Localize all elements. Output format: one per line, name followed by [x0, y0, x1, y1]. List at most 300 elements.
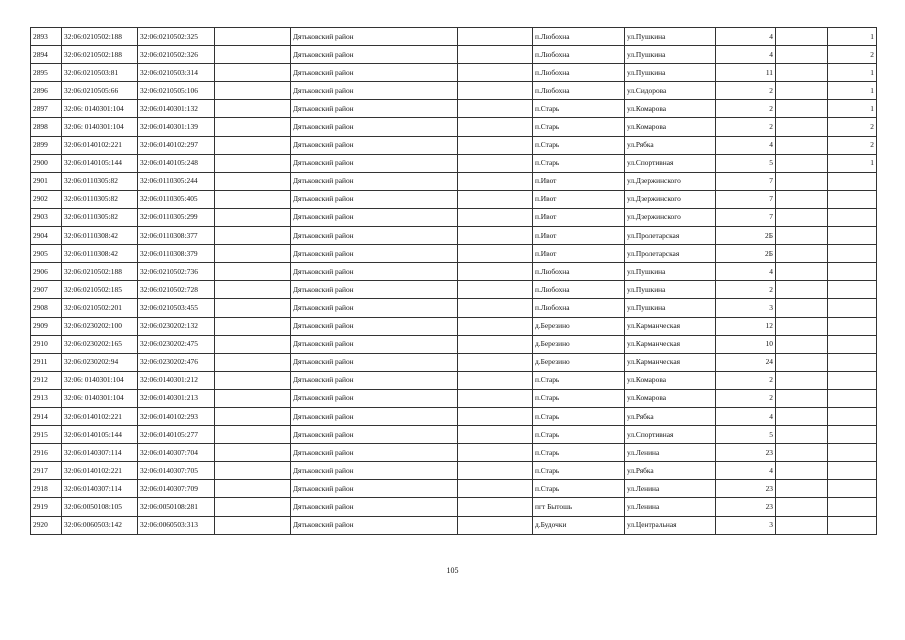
apartment-cell — [828, 335, 877, 353]
empty-cell — [458, 263, 533, 281]
row-number-cell: 2920 — [31, 516, 62, 534]
empty-cell — [215, 190, 291, 208]
table-row — [31, 100, 877, 118]
row-number-cell: 2917 — [31, 462, 62, 480]
parcel-cadastral-cell: 32:06: 0140301:104 — [62, 389, 138, 407]
house-number-cell: 2 — [716, 118, 776, 136]
apartment-cell: 1 — [828, 28, 877, 46]
table-row — [31, 172, 877, 190]
empty-cell — [458, 426, 533, 444]
settlement-cell: п.Старь — [533, 371, 625, 389]
parcel-cadastral-cell: 32:06:0230202:165 — [62, 335, 138, 353]
table-row — [31, 426, 877, 444]
parcel-cadastral-cell: 32:06:0230202:100 — [62, 317, 138, 335]
apartment-cell: 1 — [828, 154, 877, 172]
row-number-cell: 2897 — [31, 100, 62, 118]
street-cell: ул.Спортивная — [625, 426, 716, 444]
apartment-cell: 1 — [828, 64, 877, 82]
parcel-cadastral-cell: 32:06:0110305:82 — [62, 190, 138, 208]
empty-cell — [215, 245, 291, 263]
street-cell: ул.Комарова — [625, 118, 716, 136]
object-cadastral-cell: 32:06:0210502:325 — [138, 28, 215, 46]
settlement-cell: п.Ивот — [533, 208, 625, 226]
row-number-cell: 2910 — [31, 335, 62, 353]
empty-cell — [215, 64, 291, 82]
empty-cell — [458, 227, 533, 245]
empty-cell — [458, 100, 533, 118]
object-cadastral-cell: 32:06:0140102:293 — [138, 407, 215, 425]
table-row — [31, 299, 877, 317]
settlement-cell: д.Березино — [533, 317, 625, 335]
row-number-cell: 2898 — [31, 118, 62, 136]
parcel-cadastral-cell: 32:06:0210502:188 — [62, 263, 138, 281]
district-cell: Дятьковский район — [291, 46, 458, 64]
street-cell: ул.Пролетарская — [625, 227, 716, 245]
settlement-cell: п.Старь — [533, 118, 625, 136]
parcel-cadastral-cell: 32:06:0140105:144 — [62, 426, 138, 444]
district-cell: Дятьковский район — [291, 299, 458, 317]
house-number-cell: 24 — [716, 353, 776, 371]
district-cell: Дятьковский район — [291, 389, 458, 407]
apartment-cell: 1 — [828, 82, 877, 100]
row-number-cell: 2904 — [31, 227, 62, 245]
parcel-cadastral-cell: 32:06:0140102:221 — [62, 136, 138, 154]
object-cadastral-cell: 32:06:0210503:314 — [138, 64, 215, 82]
street-cell: ул.Дзержинского — [625, 172, 716, 190]
object-cadastral-cell: 32:06:0140307:709 — [138, 480, 215, 498]
house-number-cell: 12 — [716, 317, 776, 335]
row-number-cell: 2903 — [31, 208, 62, 226]
empty-cell — [215, 444, 291, 462]
street-cell: ул.Центральная — [625, 516, 716, 534]
row-number-cell: 2919 — [31, 498, 62, 516]
empty-cell — [215, 516, 291, 534]
object-cadastral-cell: 32:06:0140301:132 — [138, 100, 215, 118]
settlement-cell: д.Березино — [533, 335, 625, 353]
table-row — [31, 46, 877, 64]
object-cadastral-cell: 32:06:0110308:379 — [138, 245, 215, 263]
settlement-cell: п.Любохна — [533, 299, 625, 317]
empty-cell — [776, 498, 828, 516]
street-cell: ул.Комарова — [625, 371, 716, 389]
street-cell: ул.Пушкина — [625, 64, 716, 82]
apartment-cell — [828, 281, 877, 299]
empty-cell — [776, 154, 828, 172]
apartment-cell — [828, 227, 877, 245]
street-cell: ул.Пушкина — [625, 46, 716, 64]
row-number-cell: 2907 — [31, 281, 62, 299]
row-number-cell: 2899 — [31, 136, 62, 154]
house-number-cell: 23 — [716, 480, 776, 498]
empty-cell — [776, 82, 828, 100]
empty-cell — [215, 498, 291, 516]
empty-cell — [458, 28, 533, 46]
district-cell: Дятьковский район — [291, 444, 458, 462]
house-number-cell: 7 — [716, 208, 776, 226]
settlement-cell: п.Старь — [533, 389, 625, 407]
settlement-cell: п.Любохна — [533, 28, 625, 46]
apartment-cell — [828, 371, 877, 389]
table-row — [31, 82, 877, 100]
table-row — [31, 118, 877, 136]
row-number-cell: 2913 — [31, 389, 62, 407]
district-cell: Дятьковский район — [291, 480, 458, 498]
settlement-cell: д.Будочки — [533, 516, 625, 534]
parcel-cadastral-cell: 32:06:0210502:188 — [62, 46, 138, 64]
row-number-cell: 2895 — [31, 64, 62, 82]
district-cell: Дятьковский район — [291, 64, 458, 82]
house-number-cell: 2 — [716, 281, 776, 299]
object-cadastral-cell: 32:06:0140301:213 — [138, 389, 215, 407]
settlement-cell: п.Любохна — [533, 263, 625, 281]
street-cell: ул.Пушкина — [625, 281, 716, 299]
house-number-cell: 2Б — [716, 245, 776, 263]
settlement-cell: п.Старь — [533, 462, 625, 480]
table-row — [31, 208, 877, 226]
empty-cell — [458, 335, 533, 353]
empty-cell — [458, 498, 533, 516]
apartment-cell — [828, 498, 877, 516]
empty-cell — [776, 208, 828, 226]
table-row — [31, 245, 877, 263]
empty-cell — [458, 407, 533, 425]
object-cadastral-cell: 32:06:0230202:475 — [138, 335, 215, 353]
row-number-cell: 2901 — [31, 172, 62, 190]
parcel-cadastral-cell: 32:06:0110308:42 — [62, 245, 138, 263]
street-cell: ул.Карманческая — [625, 353, 716, 371]
row-number-cell: 2900 — [31, 154, 62, 172]
row-number-cell: 2909 — [31, 317, 62, 335]
empty-cell — [458, 389, 533, 407]
table-row — [31, 335, 877, 353]
house-number-cell: 2Б — [716, 227, 776, 245]
street-cell: ул.Спортивная — [625, 154, 716, 172]
settlement-cell: п.Старь — [533, 426, 625, 444]
table-row — [31, 498, 877, 516]
empty-cell — [776, 516, 828, 534]
district-cell: Дятьковский район — [291, 516, 458, 534]
empty-cell — [215, 299, 291, 317]
object-cadastral-cell: 32:06:0140307:705 — [138, 462, 215, 480]
row-number-cell: 2916 — [31, 444, 62, 462]
street-cell: ул.Карманческая — [625, 335, 716, 353]
district-cell: Дятьковский район — [291, 317, 458, 335]
district-cell: Дятьковский район — [291, 172, 458, 190]
district-cell: Дятьковский район — [291, 281, 458, 299]
apartment-cell — [828, 353, 877, 371]
street-cell: ул.Пролетарская — [625, 245, 716, 263]
empty-cell — [776, 46, 828, 64]
empty-cell — [458, 118, 533, 136]
row-number-cell: 2906 — [31, 263, 62, 281]
apartment-cell — [828, 172, 877, 190]
empty-cell — [215, 480, 291, 498]
settlement-cell: п.Старь — [533, 154, 625, 172]
row-number-cell: 2912 — [31, 371, 62, 389]
apartment-cell — [828, 245, 877, 263]
object-cadastral-cell: 32:06:0140301:212 — [138, 371, 215, 389]
district-cell: Дятьковский район — [291, 136, 458, 154]
district-cell: Дятьковский район — [291, 245, 458, 263]
table-row — [31, 281, 877, 299]
street-cell: ул.Ленина — [625, 480, 716, 498]
row-number-cell: 2918 — [31, 480, 62, 498]
house-number-cell: 7 — [716, 172, 776, 190]
empty-cell — [776, 407, 828, 425]
empty-cell — [458, 317, 533, 335]
settlement-cell: п.Старь — [533, 444, 625, 462]
empty-cell — [776, 353, 828, 371]
house-number-cell: 11 — [716, 64, 776, 82]
settlement-cell: п.Старь — [533, 100, 625, 118]
house-number-cell: 4 — [716, 46, 776, 64]
empty-cell — [215, 82, 291, 100]
empty-cell — [215, 100, 291, 118]
district-cell: Дятьковский район — [291, 263, 458, 281]
district-cell: Дятьковский район — [291, 82, 458, 100]
settlement-cell: п.Любохна — [533, 46, 625, 64]
street-cell: ул.Дзержинского — [625, 190, 716, 208]
empty-cell — [458, 299, 533, 317]
object-cadastral-cell: 32:06:0140105:248 — [138, 154, 215, 172]
empty-cell — [458, 208, 533, 226]
apartment-cell — [828, 516, 877, 534]
empty-cell — [776, 136, 828, 154]
street-cell: ул.Рябка — [625, 462, 716, 480]
empty-cell — [215, 227, 291, 245]
table-row — [31, 227, 877, 245]
house-number-cell: 2 — [716, 371, 776, 389]
object-cadastral-cell: 32:06:0140102:297 — [138, 136, 215, 154]
district-cell: Дятьковский район — [291, 227, 458, 245]
house-number-cell: 5 — [716, 154, 776, 172]
apartment-cell — [828, 208, 877, 226]
parcel-cadastral-cell: 32:06:0140307:114 — [62, 444, 138, 462]
street-cell: ул.Ленина — [625, 444, 716, 462]
house-number-cell: 7 — [716, 190, 776, 208]
settlement-cell: п.Старь — [533, 407, 625, 425]
empty-cell — [215, 426, 291, 444]
parcel-cadastral-cell: 32:06:0140102:221 — [62, 462, 138, 480]
settlement-cell: п.Любохна — [533, 82, 625, 100]
district-cell: Дятьковский район — [291, 100, 458, 118]
row-number-cell: 2908 — [31, 299, 62, 317]
empty-cell — [776, 263, 828, 281]
parcel-cadastral-cell: 32:06:0210505:66 — [62, 82, 138, 100]
empty-cell — [215, 28, 291, 46]
empty-cell — [776, 118, 828, 136]
parcel-cadastral-cell: 32:06: 0140301:104 — [62, 371, 138, 389]
empty-cell — [215, 172, 291, 190]
table-row — [31, 389, 877, 407]
parcel-cadastral-cell: 32:06:0210502:201 — [62, 299, 138, 317]
house-number-cell: 4 — [716, 462, 776, 480]
table-row — [31, 444, 877, 462]
street-cell: ул.Карманческая — [625, 317, 716, 335]
document-table-wrapper — [30, 27, 876, 535]
empty-cell — [458, 444, 533, 462]
row-number-cell: 2914 — [31, 407, 62, 425]
object-cadastral-cell: 32:06:0110305:244 — [138, 172, 215, 190]
empty-cell — [458, 245, 533, 263]
house-number-cell: 2 — [716, 100, 776, 118]
house-number-cell: 4 — [716, 28, 776, 46]
settlement-cell: п.Ивот — [533, 245, 625, 263]
empty-cell — [776, 371, 828, 389]
apartment-cell: 2 — [828, 118, 877, 136]
table-row — [31, 190, 877, 208]
page-number: 105 — [446, 566, 459, 575]
settlement-cell: п.Любохна — [533, 64, 625, 82]
object-cadastral-cell: 32:06:0060503:313 — [138, 516, 215, 534]
street-cell: ул.Дзержинского — [625, 208, 716, 226]
empty-cell — [215, 46, 291, 64]
district-cell: Дятьковский район — [291, 118, 458, 136]
object-cadastral-cell: 32:06:0110305:299 — [138, 208, 215, 226]
parcel-cadastral-cell: 32:06:0140102:221 — [62, 407, 138, 425]
apartment-cell — [828, 389, 877, 407]
object-cadastral-cell: 32:06:0210505:106 — [138, 82, 215, 100]
table-row — [31, 136, 877, 154]
street-cell: ул.Пушкина — [625, 299, 716, 317]
settlement-cell: п.Ивот — [533, 190, 625, 208]
district-cell: Дятьковский район — [291, 498, 458, 516]
district-cell: Дятьковский район — [291, 426, 458, 444]
table-row — [31, 462, 877, 480]
empty-cell — [458, 462, 533, 480]
district-cell: Дятьковский район — [291, 190, 458, 208]
empty-cell — [776, 100, 828, 118]
empty-cell — [215, 462, 291, 480]
empty-cell — [215, 263, 291, 281]
empty-cell — [776, 190, 828, 208]
street-cell: ул.Рябка — [625, 407, 716, 425]
apartment-cell: 2 — [828, 136, 877, 154]
row-number-cell: 2894 — [31, 46, 62, 64]
empty-cell — [215, 335, 291, 353]
parcel-cadastral-cell: 32:06:0210503:81 — [62, 64, 138, 82]
empty-cell — [458, 353, 533, 371]
parcel-cadastral-cell: 32:06:0230202:94 — [62, 353, 138, 371]
empty-cell — [776, 281, 828, 299]
house-number-cell: 2 — [716, 82, 776, 100]
settlement-cell: д.Березино — [533, 353, 625, 371]
house-number-cell: 23 — [716, 444, 776, 462]
parcel-cadastral-cell: 32:06:0060503:142 — [62, 516, 138, 534]
empty-cell — [215, 154, 291, 172]
house-number-cell: 23 — [716, 498, 776, 516]
apartment-cell — [828, 480, 877, 498]
street-cell: ул.Пушкина — [625, 263, 716, 281]
table-row — [31, 154, 877, 172]
parcel-cadastral-cell: 32:06:0210502:188 — [62, 28, 138, 46]
street-cell: ул.Комарова — [625, 389, 716, 407]
house-number-cell: 4 — [716, 263, 776, 281]
row-number-cell: 2893 — [31, 28, 62, 46]
settlement-cell: п.Старь — [533, 136, 625, 154]
empty-cell — [776, 28, 828, 46]
object-cadastral-cell: 32:06:0210502:728 — [138, 281, 215, 299]
table-row — [31, 353, 877, 371]
apartment-cell: 2 — [828, 46, 877, 64]
object-cadastral-cell: 32:06:0210503:455 — [138, 299, 215, 317]
district-cell: Дятьковский район — [291, 353, 458, 371]
empty-cell — [776, 172, 828, 190]
object-cadastral-cell: 32:06:0230202:132 — [138, 317, 215, 335]
empty-cell — [215, 118, 291, 136]
register-table — [30, 27, 877, 535]
object-cadastral-cell: 32:06:0210502:326 — [138, 46, 215, 64]
empty-cell — [458, 82, 533, 100]
empty-cell — [215, 407, 291, 425]
house-number-cell: 3 — [716, 516, 776, 534]
object-cadastral-cell: 32:06:0230202:476 — [138, 353, 215, 371]
object-cadastral-cell: 32:06:0210502:736 — [138, 263, 215, 281]
street-cell: ул.Комарова — [625, 100, 716, 118]
parcel-cadastral-cell: 32:06:0140307:114 — [62, 480, 138, 498]
empty-cell — [458, 371, 533, 389]
table-row — [31, 407, 877, 425]
district-cell: Дятьковский район — [291, 462, 458, 480]
table-row — [31, 516, 877, 534]
district-cell: Дятьковский район — [291, 28, 458, 46]
parcel-cadastral-cell: 32:06:0210502:185 — [62, 281, 138, 299]
street-cell: ул.Пушкина — [625, 28, 716, 46]
house-number-cell: 10 — [716, 335, 776, 353]
street-cell: ул.Сидорова — [625, 82, 716, 100]
empty-cell — [458, 172, 533, 190]
empty-cell — [776, 299, 828, 317]
street-cell: ул.Рябка — [625, 136, 716, 154]
object-cadastral-cell: 32:06:0110308:377 — [138, 227, 215, 245]
empty-cell — [776, 426, 828, 444]
district-cell: Дятьковский район — [291, 208, 458, 226]
row-number-cell: 2905 — [31, 245, 62, 263]
district-cell: Дятьковский район — [291, 407, 458, 425]
empty-cell — [776, 462, 828, 480]
empty-cell — [458, 136, 533, 154]
house-number-cell: 4 — [716, 407, 776, 425]
empty-cell — [215, 317, 291, 335]
empty-cell — [458, 64, 533, 82]
apartment-cell — [828, 190, 877, 208]
apartment-cell — [828, 317, 877, 335]
apartment-cell — [828, 462, 877, 480]
parcel-cadastral-cell: 32:06:0050108:105 — [62, 498, 138, 516]
parcel-cadastral-cell: 32:06:0140105:144 — [62, 154, 138, 172]
table-body — [31, 28, 877, 535]
object-cadastral-cell: 32:06:0140301:139 — [138, 118, 215, 136]
district-cell: Дятьковский район — [291, 154, 458, 172]
table-row — [31, 371, 877, 389]
district-cell: Дятьковский район — [291, 335, 458, 353]
empty-cell — [776, 245, 828, 263]
parcel-cadastral-cell: 32:06: 0140301:104 — [62, 118, 138, 136]
table-row — [31, 263, 877, 281]
object-cadastral-cell: 32:06:0050108:281 — [138, 498, 215, 516]
house-number-cell: 2 — [716, 389, 776, 407]
object-cadastral-cell: 32:06:0110305:405 — [138, 190, 215, 208]
empty-cell — [458, 46, 533, 64]
table-row — [31, 64, 877, 82]
table-row — [31, 480, 877, 498]
house-number-cell: 5 — [716, 426, 776, 444]
empty-cell — [776, 444, 828, 462]
apartment-cell — [828, 299, 877, 317]
empty-cell — [776, 64, 828, 82]
parcel-cadastral-cell: 32:06:0110305:82 — [62, 208, 138, 226]
row-number-cell: 2902 — [31, 190, 62, 208]
